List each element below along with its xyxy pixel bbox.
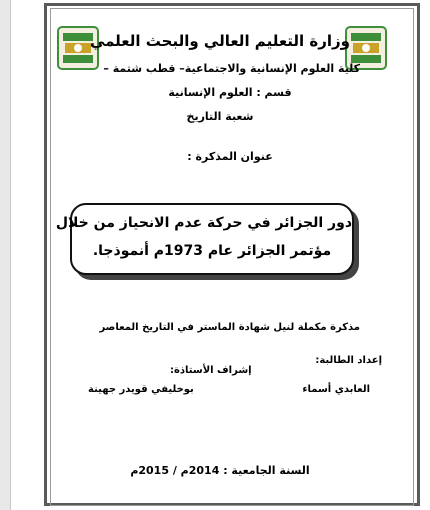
supervisor-label: إشراف الأستاذة:: [170, 365, 252, 376]
student-name: العابدي أسماء: [302, 384, 370, 395]
prepared-by-label: إعداد الطالبة:: [315, 355, 382, 366]
faculty-name: كلية العلوم الإنسانية والاجتماعية– قطب شتمة –: [103, 62, 360, 75]
department-name: قسم : العلوم الإنسانية: [168, 86, 292, 99]
ministry-heading: وزارة التعليم العالي والبحث العلمي: [89, 32, 350, 50]
thesis-title-label: عنوان المذكرة :: [187, 150, 273, 163]
thesis-title-box: [55, 203, 354, 275]
supervisor-name: بوخليفي قويدر جهينة: [88, 384, 194, 395]
branch-name: شعبة التاريخ: [186, 110, 254, 123]
academic-year: السنة الجامعية : 2014م / 2015م: [130, 464, 310, 477]
thesis-title-line-1: دور الجزائر في حركة عدم الانحياز من خلال: [55, 215, 352, 231]
degree-description: مذكرة مكملة لنيل شهادة الماستر في التاريخ المعاصر: [99, 322, 360, 333]
page-side-strip: [0, 0, 11, 510]
thesis-title-line-2: مؤتمر الجزائر عام 1973م أنموذجا.: [92, 243, 332, 259]
